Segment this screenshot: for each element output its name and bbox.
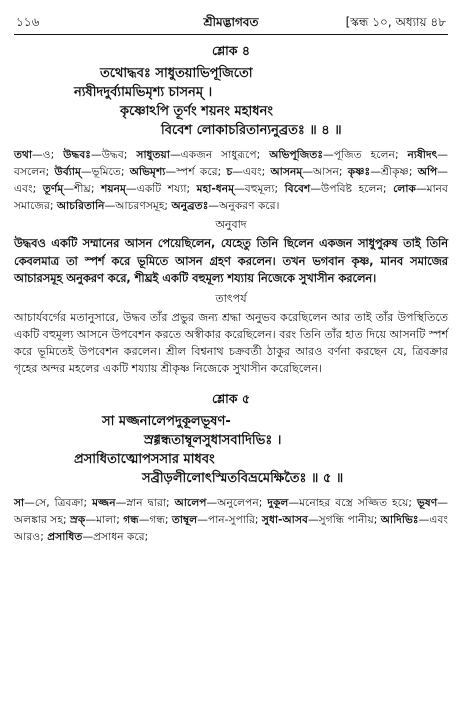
synonym-term: প্রসাধিত: [47, 529, 83, 543]
synonym-term: ভূষণ: [416, 495, 438, 509]
synonym-meaning: —শীঘ্র;: [63, 182, 102, 195]
synonym-term: চ: [226, 165, 233, 178]
synonym-term: আচরিতানি: [56, 199, 105, 212]
synonym-meaning: —প্রসাধন করে;: [82, 529, 149, 543]
synonym-term: সাধুতয়া: [136, 148, 170, 161]
verse-line: প্রসাধিতাত্মোপসসার মাধবং: [74, 451, 215, 467]
translation-heading: অনুবাদ: [215, 218, 247, 231]
purport-heading: তাৎপর্য: [215, 291, 247, 305]
synonym-meaning: —একজন সাধুরূপে;: [169, 148, 270, 161]
verse-line: কৃষ্ণোঽপি তূর্ণং শয়নং মহাধনং: [120, 104, 273, 119]
synonym-term: দুকূল: [267, 495, 289, 509]
synonym-meaning: —বহুমূল্য;: [234, 182, 285, 195]
synonym-meaning: —সুগন্ধি পানীয়;: [307, 512, 381, 526]
synonym-meaning: —মানব সমাজের;: [14, 182, 449, 212]
verse-5-text: [14, 412, 448, 488]
synonym-term: উদ্ধবঃ: [63, 148, 91, 161]
synonym-meaning: —এবং;: [232, 165, 271, 178]
synonym-term: সা: [14, 495, 25, 509]
synonym-meaning: —একটি শয্যা;: [126, 182, 197, 195]
synonym-meaning: —বসলেন;: [14, 148, 448, 178]
synonym-term: শয়নম্‌: [101, 182, 126, 195]
page-number: ১১৬: [16, 15, 40, 29]
verse-line: সব্রীড়লীলোৎস্মিতবিভ্রমেক্ষিতৈঃ ॥ ৫ ॥: [142, 470, 344, 486]
synonym-meaning: —স্নান দ্বারা;: [115, 495, 175, 509]
purport-text: আচার্যবর্গের মতানুসারে, উদ্ধব তাঁর প্রভুর জন্য শ্রদ্ধা অনুভব করেছিলেন আর তাই তাঁর উপস্থিতিতে একটি বহুমূল্য আসনে উপবেশন করতে অস্বীকার করেছিলেন। বরং তিনি তাঁর হাত দিয়ে আসনটি স্পর্শ করে ভূমিতেই উপবেশন করলেন। শ্রীল বিশ্বনাথ চক্রবর্তী ঠাকুর আরও বর্ণনা করছেন যে, ত্রিবক্রার গৃহের অন্দর মহলের একটি শয্যায় শ্রীকৃষ্ণ নিজেকে সুখাসীন করেছিলেন।: [14, 310, 448, 375]
synonym-meaning: —মনোহর বস্ত্রে সজ্জিত হয়ে;: [288, 495, 417, 509]
synonym-term: আসনম্‌: [270, 165, 303, 178]
synonym-term: মজ্জন: [92, 495, 116, 509]
synonym-meaning: —আচরণসমূহ;: [104, 199, 172, 212]
verse-line: তথোদ্ধবঃ সাধুতয়াভিপূজিতো: [100, 66, 253, 81]
synonym-term: গন্ধ: [123, 512, 139, 526]
synonym-meaning: —উপবিষ্ট হলেন;: [310, 182, 394, 195]
verse-line: বিবেশ লোকাচরিতান্যনুব্রতঃ ॥ ৪ ॥: [161, 123, 342, 138]
synonym-term: অভিমৃশ্য: [129, 165, 166, 178]
synonym-meaning: —পান-সুপারি;: [197, 512, 262, 526]
synonym-meaning: —এবং;: [14, 165, 448, 195]
synonym-meaning: —গন্ধ;: [138, 512, 172, 526]
verse-line: সা মজ্জনালেপদুকূলভূষণ-: [102, 413, 231, 429]
synonym-meaning: —আসন;: [302, 165, 348, 178]
verse-4-heading: শ্লোক ৪: [211, 43, 251, 58]
synonym-meaning: —পূজিত হলেন;: [323, 148, 408, 161]
running-header: [14, 12, 448, 35]
synonym-meaning: —অলঙ্কার সহ;: [14, 495, 448, 526]
chapter-reference: [স্কন্ধ ১০, অধ্যায় ৪৮: [345, 15, 446, 29]
synonym-term: মহা-ধনম্‌: [196, 182, 235, 195]
synonym-meaning: —স্পর্শ করে;: [165, 165, 227, 178]
synonym-term: তথা: [14, 148, 33, 161]
synonym-term: তূর্ণম্‌: [42, 182, 64, 195]
synonym-meaning: —শ্রীকৃষ্ণ;: [370, 165, 418, 178]
verse-5-synonyms: [14, 494, 448, 545]
synonym-term: আদিভিঃ: [380, 512, 419, 526]
synonym-meaning: —এবং আরও;: [14, 512, 448, 543]
synonym-meaning: —অনুকরণ করে।: [208, 199, 280, 212]
book-title: শ্রীমদ্ভাগবত: [203, 15, 259, 29]
synonym-term: আলেপ: [174, 495, 207, 509]
verse-4-synonyms: [14, 146, 448, 214]
verse-line: ন্যষীদদুর্ব্যামভিমৃশ্য চাসনম্‌ ।: [74, 85, 213, 100]
synonym-term: অভিপূজিতঃ: [269, 148, 324, 161]
verse-4-text: [14, 64, 448, 140]
synonym-term: উর্ব্যাম্‌: [54, 165, 81, 178]
verse-line: স্রগ্গন্ধতাম্বূলসুধাসবাদিভিঃ ।: [144, 432, 282, 448]
translation-text: উদ্ধবও একটি সম্মানের আসন পেয়েছিলেন, যেহেতু তিনি ছিলেন একজন সাধুপুরুষ তাই তিনি কেবলমাত্র তা স্পর্শ করে ভূমিতে আসন গ্রহণ করলেন। তখন ভগবান কৃষ্ণ, মানব সমাজের আচারসমূহ অনুকরণ করে, শীঘ্রই একটি বহুমূল্য শয্যায় নিজেকে সুখাসীন করলেন।: [14, 237, 448, 285]
synonym-term: লোক: [393, 182, 416, 195]
synonym-meaning: —ও;: [32, 148, 64, 161]
synonym-term: সুধা-আসব: [261, 512, 308, 526]
synonym-meaning: —ভূমিতে;: [80, 165, 130, 178]
synonym-term: অনুব্রতঃ: [171, 199, 209, 212]
synonym-meaning: —উদ্ধব;: [91, 148, 137, 161]
synonym-term: বিবেশ: [284, 182, 311, 195]
synonym-term: ন্যষীদৎ: [407, 148, 438, 161]
verse-5-heading: শ্লোক ৫: [211, 390, 251, 406]
synonym-meaning: —অনুলেপন;: [206, 495, 268, 509]
synonym-term: অপি: [417, 165, 438, 178]
synonym-meaning: —সে, ত্রিবক্রা;: [24, 495, 93, 509]
synonym-term: স্রক্‌: [70, 512, 86, 526]
synonym-term: কৃষ্ণঃ: [347, 165, 371, 178]
synonym-term: তাম্বূল: [171, 512, 198, 526]
synonym-meaning: —মালা;: [85, 512, 124, 526]
page: [14, 12, 448, 545]
